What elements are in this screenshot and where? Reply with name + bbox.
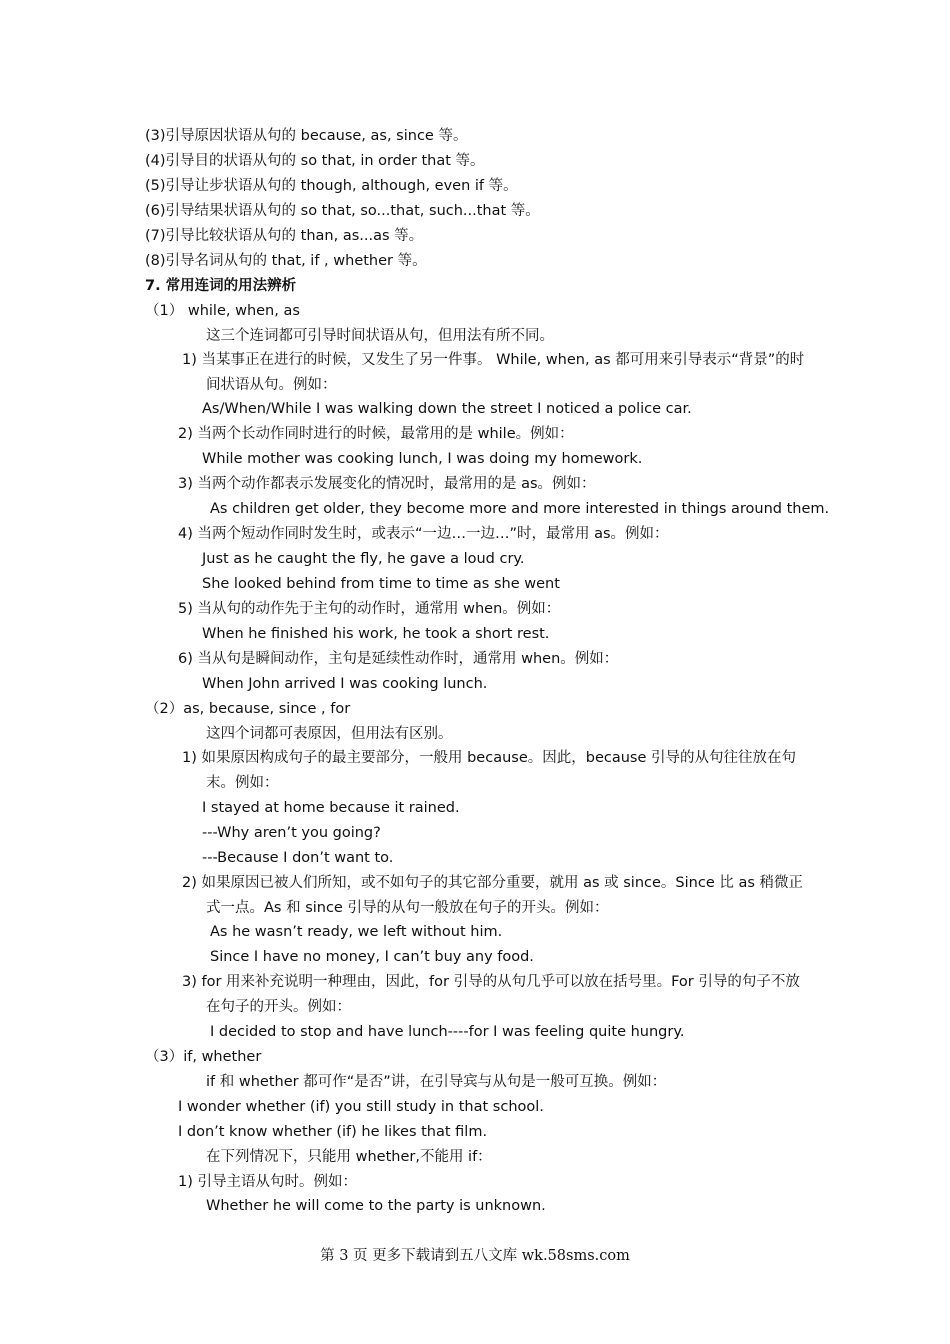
part1-example3: As children get older, they become more and more interested in things around them. [210, 501, 830, 517]
part1-item3: 3) 当两个动作都表示发展变化的情况时，最常用的是 as。例如： [178, 476, 596, 492]
conj-item-8: (8)引导名词从句的 that, if , whether 等。 [145, 253, 427, 269]
part2-example2b: Since I have no money, I can’t buy any food. [210, 949, 534, 965]
part2-intro: 这四个词都可表原因，但用法有区别。 [206, 726, 453, 742]
conj-item-5: (5)引导让步状语从句的 though, although, even if 等。 [145, 178, 518, 194]
part3-intro: if 和 whether 都可作“是否”讲，在引导宾与从句是一般可互换。例如： [206, 1074, 667, 1090]
part1-item4: 4) 当两个短动作同时发生时，或表示“一边…一边…”时，最常用 as。例如： [178, 526, 669, 542]
part1-intro: 这三个连词都可引导时间状语从句，但用法有所不同。 [206, 328, 554, 344]
part1-example1: As/When/While I was walking down the street I noticed a police car. [202, 401, 692, 417]
part1-item6: 6) 当从句是瞬间动作，主句是延续性动作时，通常用 when。例如： [178, 651, 619, 667]
part3-intro2: 在下列情况下，只能用 whether,不能用 if： [206, 1149, 492, 1165]
part2-item2 [182, 871, 807, 920]
conj-item-7: (7)引导比较状语从句的 than, as...as 等。 [145, 228, 424, 244]
part2-item3-text: 3) for 用来补充说明一种理由，因此，for 引导的从句几乎可以放在括号里。For 引导的句子不放在句子的开头。例如： [182, 974, 800, 1015]
part1-example4b: She looked behind from time to time as she went [202, 576, 560, 592]
section-7-title: 7. 常用连词的用法辨析 [145, 278, 297, 294]
part3-example1: Whether he will come to the party is unknown. [206, 1198, 546, 1214]
part1-item2: 2) 当两个长动作同时进行的时候，最常用的是 while。例如： [178, 426, 574, 442]
part2-example1b: ---Why aren’t you going? [202, 825, 381, 841]
conj-item-6: (6)引导结果状语从句的 so that, so...that, such...that 等。 [145, 203, 540, 219]
part1-item1-text: 1) 当某事正在进行的时候，又发生了另一件事。 While, when, as 都可用来引导表示“背景”的时间状语从句。例如： [182, 352, 805, 393]
part2-example3: I decided to stop and have lunch----for I was feeling quite hungry. [210, 1024, 685, 1040]
page-footer: 第 3 页 更多下载请到五八文库 wk.58sms.com [320, 1248, 630, 1264]
part1-heading: （1） while, when, as [145, 303, 300, 319]
part2-item1 [182, 746, 807, 795]
part3-heading: （3）if, whether [145, 1049, 262, 1065]
part2-example1a: I stayed at home because it rained. [202, 800, 460, 816]
part3-example-a: I wonder whether (if) you still study in that school. [178, 1099, 544, 1115]
part1-example2: While mother was cooking lunch, I was doing my homework. [202, 451, 643, 467]
part2-example1c: ---Because I don’t want to. [202, 850, 394, 866]
part2-example2a: As he wasn’t ready, we left without him. [210, 924, 503, 940]
part1-example6: When John arrived I was cooking lunch. [202, 676, 488, 692]
part2-item2-text: 2) 如果原因已被人们所知，或不如句子的其它部分重要，就用 as 或 since。Since 比 as 稍微正式一点。As 和 since 引导的从句一般放在句子的开头。例如： [182, 875, 804, 916]
part2-item3 [182, 970, 807, 1019]
part1-item5: 5) 当从句的动作先于主句的动作时，通常用 when。例如： [178, 601, 561, 617]
part2-item1-text: 1) 如果原因构成句子的最主要部分，一般用 because。因此，because 引导的从句往往放在句末。例如： [182, 750, 797, 791]
part1-item1 [182, 348, 807, 397]
part2-heading: （2）as, because, since , for [145, 701, 351, 717]
conj-item-4: (4)引导目的状语从句的 so that, in order that 等。 [145, 153, 485, 169]
conj-item-3: (3)引导原因状语从句的 because, as, since 等。 [145, 128, 468, 144]
part1-example4a: Just as he caught the fly, he gave a loud cry. [202, 551, 525, 567]
part3-example-b: I don’t know whether (if) he likes that film. [178, 1124, 488, 1140]
part3-item1: 1) 引导主语从句时。例如： [178, 1174, 357, 1190]
part1-example5: When he finished his work, he took a short rest. [202, 626, 550, 642]
